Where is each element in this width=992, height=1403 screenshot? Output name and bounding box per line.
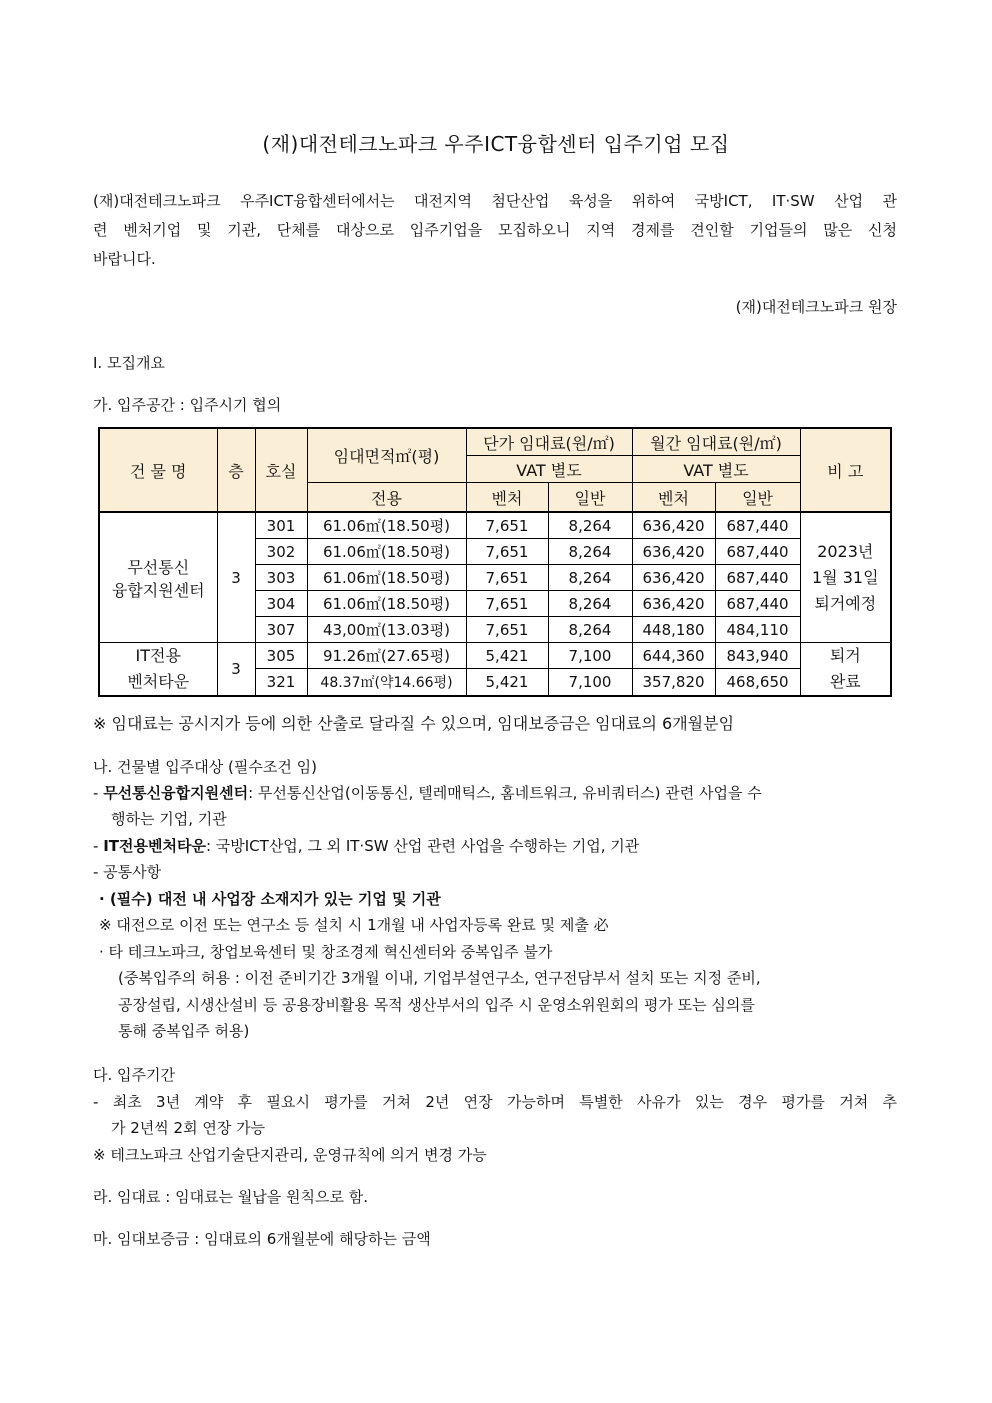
section-heading: Ⅰ. 모집개요: [93, 354, 165, 372]
na-item-itventure-label: IT전용벤처타운: [103, 837, 206, 855]
unit-general-cell: 7,100: [548, 643, 632, 669]
header-area-sub: 전용: [307, 483, 466, 513]
intro-paragraph: [93, 187, 897, 274]
remark-line: 퇴거: [829, 646, 861, 665]
table-note: ※ 임대료는 공시지가 등에 의한 산출로 달라질 수 있으며, 임대보증금은 임대료의 6개월분임: [93, 714, 735, 733]
signature: (재)대전테크노파크 원장: [735, 298, 897, 316]
header-monthly-vat: VAT 별도: [632, 456, 800, 483]
header-floor: 층: [217, 428, 255, 512]
room-cell: 321: [255, 669, 307, 696]
unit-general-cell: 8,264: [548, 591, 632, 617]
room-cell: 301: [255, 512, 307, 539]
item-ga: 가. 입주공간 : 입주시기 협의: [93, 396, 282, 414]
unit-general-cell: 8,264: [548, 539, 632, 565]
na-common-required-note: ※ 대전으로 이전 또는 연구소 등 설치 시 1개월 내 사업자등록 완료 및 제출 必: [99, 916, 609, 934]
remark-cell: [800, 512, 891, 643]
unit-venture-cell: 7,651: [466, 512, 548, 539]
unit-venture-cell: 7,651: [466, 591, 548, 617]
header-monthly-general: 일반: [715, 483, 800, 513]
na-item-wireless-cont: 행하는 기업, 기관: [111, 810, 227, 828]
header-monthly: 월간 임대료(원/㎡): [632, 428, 800, 456]
monthly-venture-cell: 448,180: [632, 617, 715, 643]
na-duplicate-detail: (중복입주의 허용 : 이전 준비기간 3개월 이내, 기업부설연구소, 연구전담부서 설치 또는 지정 준비,: [118, 969, 761, 987]
na-item-itventure-text: : 국방ICT산업, 그 외 IT·SW 산업 관련 사업을 수행하는 기업, 기관: [205, 837, 640, 855]
item-da-heading: 다. 입주기간: [93, 1066, 175, 1084]
document-title: (재)대전테크노파크 우주ICT융합센터 입주기업 모집: [262, 132, 730, 156]
header-unit-general: 일반: [548, 483, 632, 513]
monthly-venture-cell: 636,420: [632, 565, 715, 591]
room-cell: 307: [255, 617, 307, 643]
intro-line: (재)대전테크노파크 우주ICT융합센터에서는 대전지역 첨단산업 육성을 위하여 국방ICT, IT·SW 산업 관: [93, 192, 897, 210]
na-common-required: · (필수) 대전 내 사업장 소재지가 있는 기업 및 기관: [99, 890, 441, 908]
remark-line: 완료: [829, 672, 861, 691]
area-cell: 61.06㎡(18.50평): [307, 565, 466, 591]
unit-venture-cell: 5,421: [466, 669, 548, 696]
header-unit-venture: 벤처: [466, 483, 548, 513]
unit-venture-cell: 7,651: [466, 565, 548, 591]
lease-table: [98, 427, 892, 697]
header-unit-vat: VAT 별도: [466, 456, 632, 483]
monthly-venture-cell: 357,820: [632, 669, 715, 696]
intro-line: 련 벤처기업 및 기관, 단체를 대상으로 입주기업을 모집하오니 지역 경제를 견인할 기업들의 많은 신청: [93, 221, 897, 239]
remark-line: 1월 31일: [812, 567, 879, 587]
monthly-venture-cell: 636,420: [632, 512, 715, 539]
monthly-general-cell: 843,940: [715, 643, 800, 669]
remark-line: 퇴거예정: [814, 593, 877, 613]
floor-cell: 3: [217, 512, 255, 643]
building-cell: [99, 643, 217, 697]
header-room: 호실: [255, 428, 307, 512]
intro-line: 바랍니다.: [93, 250, 156, 268]
na-common: - 공통사항: [93, 863, 162, 881]
room-cell: 304: [255, 591, 307, 617]
monthly-venture-cell: 636,420: [632, 591, 715, 617]
building-name-line: 융합지원센터: [111, 580, 205, 600]
monthly-general-cell: 687,440: [715, 565, 800, 591]
na-common-duplicate: · 타 테크노파크, 창업보육센터 및 창조경제 혁신센터와 중복입주 불가: [99, 943, 553, 961]
monthly-general-cell: 687,440: [715, 512, 800, 539]
building-cell: [99, 512, 217, 643]
remark-cell: [800, 643, 891, 697]
na-item-wireless-label: 무선통신융합지원센터: [103, 784, 249, 802]
item-ma: 마. 임대보증금 : 임대료의 6개월분에 해당하는 금액: [93, 1230, 431, 1248]
unit-general-cell: 8,264: [548, 512, 632, 539]
unit-general-cell: 7,100: [548, 669, 632, 696]
room-cell: 305: [255, 643, 307, 669]
building-name-line: 무선통신: [127, 557, 190, 577]
na-item-wireless: - 무선통신융합지원센터: 무선통신산업(이동통신, 텔레매틱스, 홈네트워크, 유비쿼터스) 관련 사업을 수: [93, 784, 762, 802]
header-monthly-venture: 벤처: [632, 483, 715, 513]
room-cell: 302: [255, 539, 307, 565]
monthly-general-cell: 468,650: [715, 669, 800, 696]
monthly-venture-cell: 644,360: [632, 643, 715, 669]
header-building: 건 물 명: [99, 428, 217, 512]
monthly-general-cell: 484,110: [715, 617, 800, 643]
unit-venture-cell: 5,421: [466, 643, 548, 669]
na-duplicate-detail: 통해 중복입주 허용): [118, 1022, 250, 1040]
unit-venture-cell: 7,651: [466, 617, 548, 643]
monthly-general-cell: 687,440: [715, 591, 800, 617]
da-line-cont: 가 2년씩 2회 연장 가능: [111, 1119, 266, 1137]
building-name-line: 벤처타운: [127, 672, 190, 691]
header-unit-price: 단가 임대료(원/㎡): [466, 428, 632, 456]
remark-line: 2023년: [817, 541, 874, 561]
area-cell: 91.26㎡(27.65평): [307, 643, 466, 669]
da-note: ※ 테크노파크 산업기술단지관리, 운영규칙에 의거 변경 가능: [93, 1146, 487, 1164]
da-line: - 최초 3년 계약 후 필요시 평가를 거쳐 2년 연장 가능하며 특별한 사유가 있는 경우 평가를 거쳐 추: [93, 1093, 897, 1111]
room-cell: 303: [255, 565, 307, 591]
item-na-heading: 나. 건물별 입주대상 (필수조건 임): [93, 758, 317, 776]
area-cell: 61.06㎡(18.50평): [307, 512, 466, 539]
item-ra: 라. 임대료 : 임대료는 월납을 원칙으로 함.: [93, 1188, 369, 1206]
unit-general-cell: 8,264: [548, 565, 632, 591]
floor-cell: 3: [217, 643, 255, 697]
na-item-itventure: - IT전용벤처타운: 국방ICT산업, 그 외 IT·SW 산업 관련 사업을 수행하는 기업, 기관: [93, 837, 640, 855]
header-remark: 비 고: [800, 428, 891, 512]
unit-general-cell: 8,264: [548, 617, 632, 643]
building-name-line: IT전용: [135, 646, 181, 665]
area-cell: 48.37㎡(약14.66평): [307, 669, 466, 696]
area-cell: 61.06㎡(18.50평): [307, 591, 466, 617]
na-item-wireless-text: : 무선통신산업(이동통신, 텔레매틱스, 홈네트워크, 유비쿼터스) 관련 사업을 수: [248, 784, 762, 802]
na-duplicate-detail: 공장설립, 시생산설비 등 공용장비활용 목적 생산부서의 입주 시 운영소위원회의 평가 또는 심의를: [118, 996, 755, 1014]
area-cell: 43,00㎡(13.03평): [307, 617, 466, 643]
area-cell: 61.06㎡(18.50평): [307, 539, 466, 565]
header-area: 임대면적㎡(평): [307, 428, 466, 483]
monthly-general-cell: 687,440: [715, 539, 800, 565]
unit-venture-cell: 7,651: [466, 539, 548, 565]
monthly-venture-cell: 636,420: [632, 539, 715, 565]
